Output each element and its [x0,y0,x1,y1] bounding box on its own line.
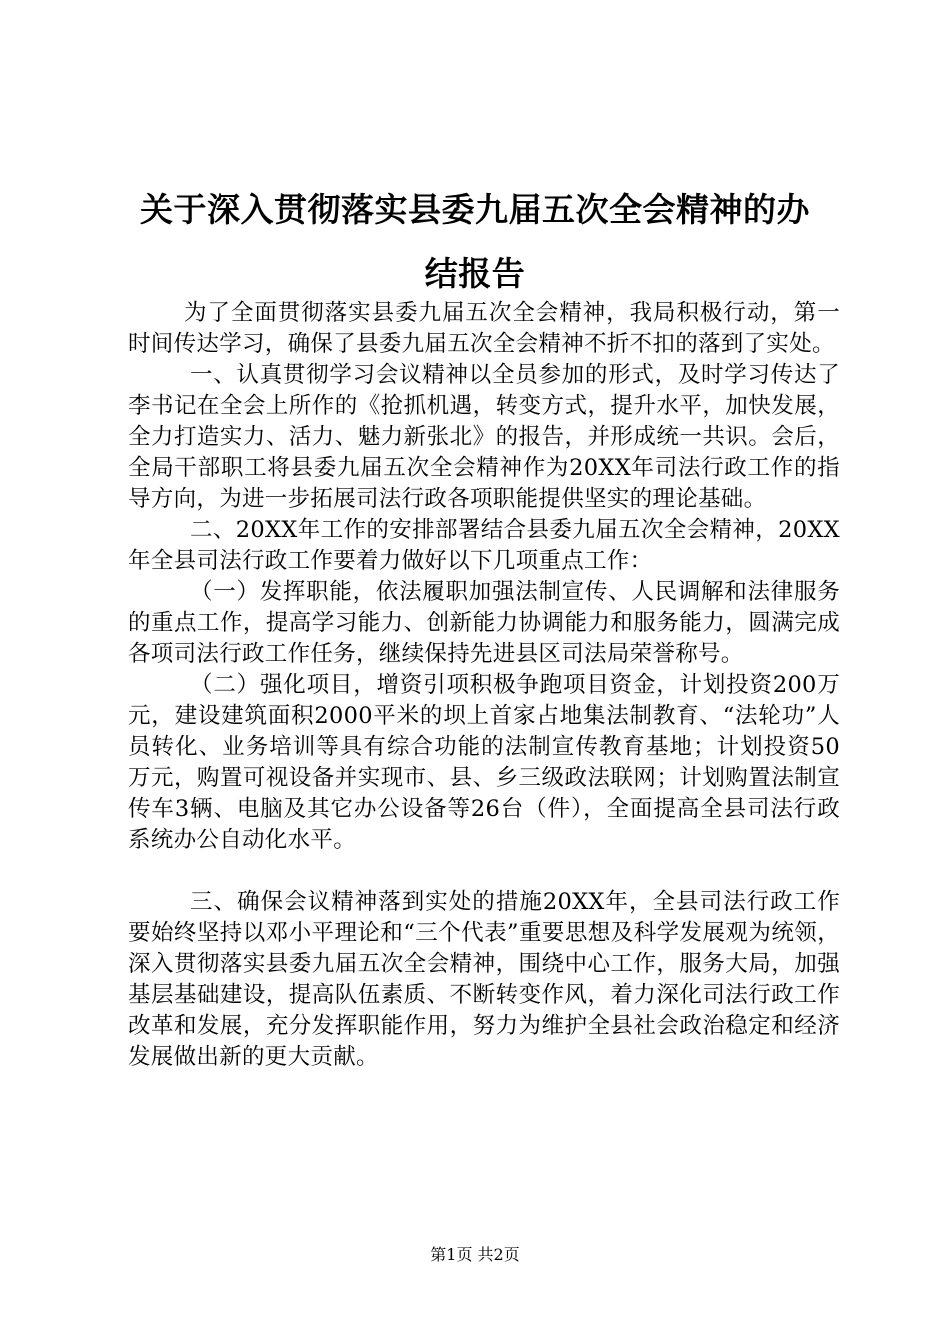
paragraph-section-3: 三、确保会议精神落到实处的措施20XX年，全县司法行政工作要始终坚持以邓小平理论和“三个代表”重要思想及科学发展观为统领，深入贯彻落实县委九届五次全会精神，围绕中心工作，服务大局，加强基层基础建设，提高队伍素质、不断转变作风，着力深化司法行政工作改革和发展，充分发挥职能作用，努力为维护全县社会政治稳定和经济发展做出新的更大贡献。 [128,889,840,1070]
paragraph-section-2: 二、20XX年工作的安排部署结合县委九届五次全会精神，20XX年全县司法行政工作要着力做好以下几项重点工作： [128,517,840,574]
document-body [128,298,840,1073]
paragraph-item-1: （一）发挥职能，依法履职加强法制宣传、人民调解和法律服务的重点工作，提高学习能力、创新能力协调能力和服务能力，圆满完成各项司法行政工作任务，继续保持先进县区司法局荣誉称号。 [128,579,840,667]
page-footer: 第1页 共2页 [430,1245,520,1264]
document-title [110,178,840,306]
paragraph-intro: 为了全面贯彻落实县委九届五次全会精神，我局积极行动，第一时间传达学习，确保了县委九届五次全会精神不折不扣的落到了实处。 [128,300,840,357]
paragraph-item-2: （二）强化项目，增资引项积极争跑项目资金，计划投资200万元，建设建筑面积2000平米的坝上首家占地集法制教育、“法轮功”人员转化、业务培训等具有综合功能的法制宣传教育基地；计划投资50万元，购置可视设备并实现市、县、乡三级政法联网；计划购置法制宣传车3辆、电脑及其它办公设备等26台（件），全面提高全县司法行政系统办公自动化水平。 [128,672,840,853]
title-line-1: 关于深入贯彻落实县委九届五次全会精神的办 [140,190,810,229]
title-line-2: 结报告 [424,254,526,293]
paragraph-section-1: 一、认真贯彻学习会议精神以全员参加的形式，及时学习传达了李书记在全会上所作的《抢抓机遇，转变方式，提升水平，加快发展，全力打造实力、活力、魅力新张北》的报告，并形成统一共识。会后，全局干部职工将县委九届五次全会精神作为20XX年司法行政工作的指导方向，为进一步拓展司法行政各项职能提供坚实的理论基础。 [128,362,840,512]
